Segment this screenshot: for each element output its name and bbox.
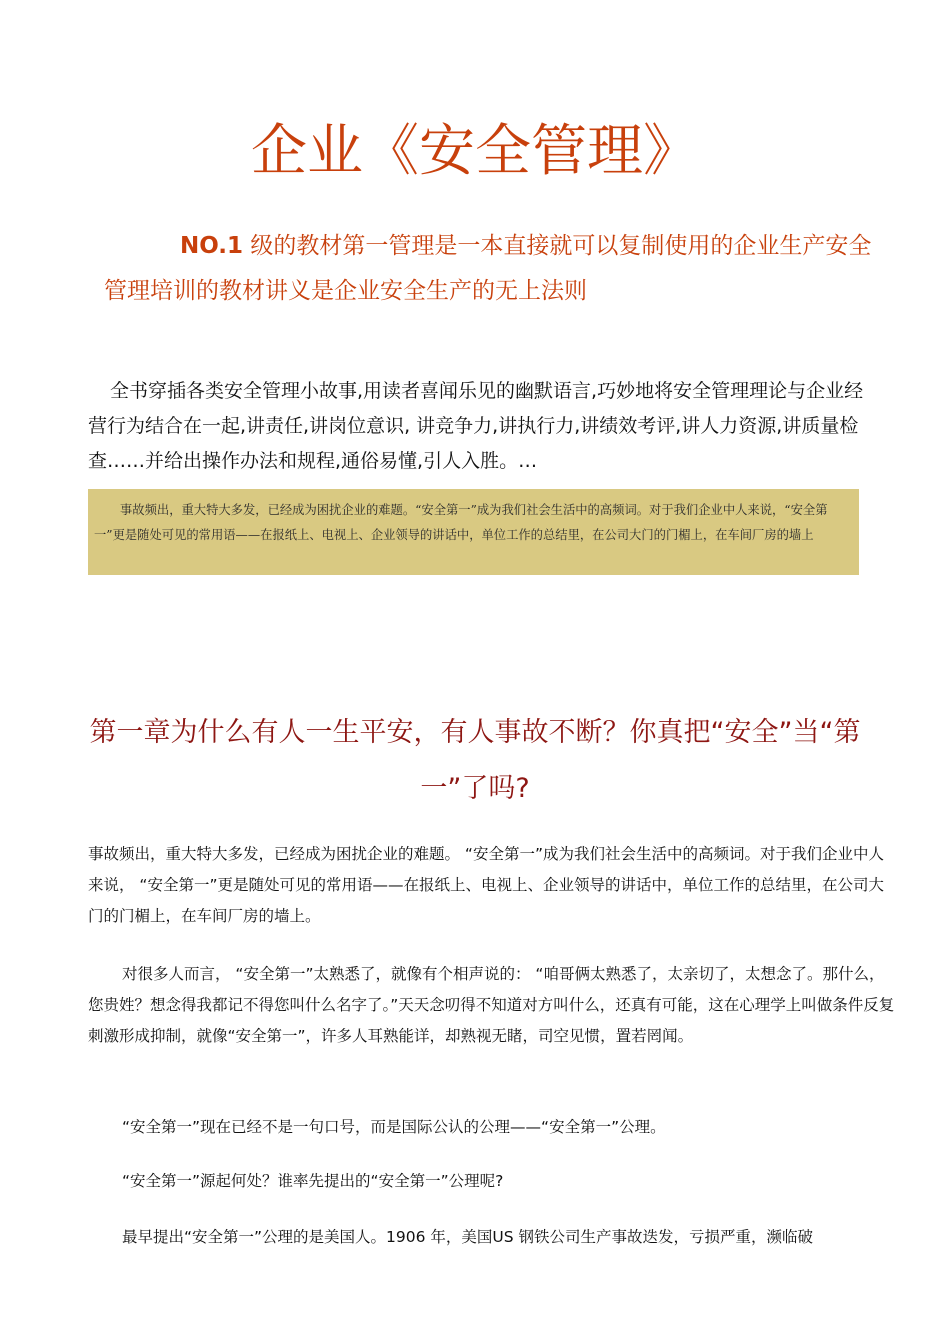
body-paragraph [88,839,896,932]
subtitle-lead: NO.1 [180,233,244,259]
intro-paragraph [88,374,868,479]
chapter-title: 第一章为什么有人一生平安，有人事故不断？你真把“安全”当“第一”了吗? [89,717,861,804]
paragraph-text: “安全第一”源起何处？谁率先提出的“安全第一”公理呢? [122,1172,504,1190]
body-paragraph [88,1112,896,1143]
quote-box [88,489,859,575]
document-subtitle [104,224,894,314]
document-title: 企业《安全管理》 [251,119,699,184]
paragraph-text: “安全第一”现在已经不是一句口号，而是国际公认的公理——“安全第一”公理。 [122,1118,666,1136]
quote-text: 事故频出，重大特大多发，已经成为困扰企业的难题。“安全第一”成为我们社会生活中的高频词。对于我们企业中人来说，“安全第一”更是随处可见的常用语——在报纸上、电视上、企业领导的讲话中，单位工作的总结里，在公司大门的门楣上，在车间厂房的墙上 [94,503,828,542]
paragraph-text: 事故频出，重大特大多发，已经成为困扰企业的难题。 “安全第一”成为我们社会生活中的高频词。对于我们企业中人来说， “安全第一”更是随处可见的常用语——在报纸上、电视上、企业领导的讲话中，单位工作的总结里，在公司大门的门楣上，在车间厂房的墙上。 [88,845,884,925]
body-paragraph [88,1166,896,1197]
intro-text: 全书穿插各类安全管理小故事,用读者喜闻乐见的幽默语言,巧妙地将安全管理理论与企业经营行为结合在一起,讲责任,讲岗位意识, 讲竞争力,讲执行力,讲绩效考评,讲人力资源,讲质量检查……并给出操作办法和规程,通俗易懂,引人入胜。… [88,380,864,472]
paragraph-text: 最早提出“安全第一”公理的是美国人。1906 年，美国US 钢铁公司生产事故迭发，亏损严重，濒临破 [122,1228,814,1246]
subtitle-text: 级的教材第一管理是一本直接就可以复制使用的企业生产安全管理培训的教材讲义是企业安全生产的无上法则 [104,233,872,304]
paragraph-text: 对很多人而言， “安全第一”太熟悉了，就像有个相声说的： “咱哥俩太熟悉了，太亲切了，太想念了。那什么，您贵姓？想念得我都记不得您叫什么名字了。”天天念叨得不知道对方叫什么，还真有可能，这在心理学上叫做条件反复刺激形成抑制，就像“安全第一”，许多人耳熟能详，却熟视无睹，司空见惯，置若罔闻。 [88,965,895,1045]
body-paragraph [88,1222,896,1253]
body-paragraph [88,959,896,1052]
